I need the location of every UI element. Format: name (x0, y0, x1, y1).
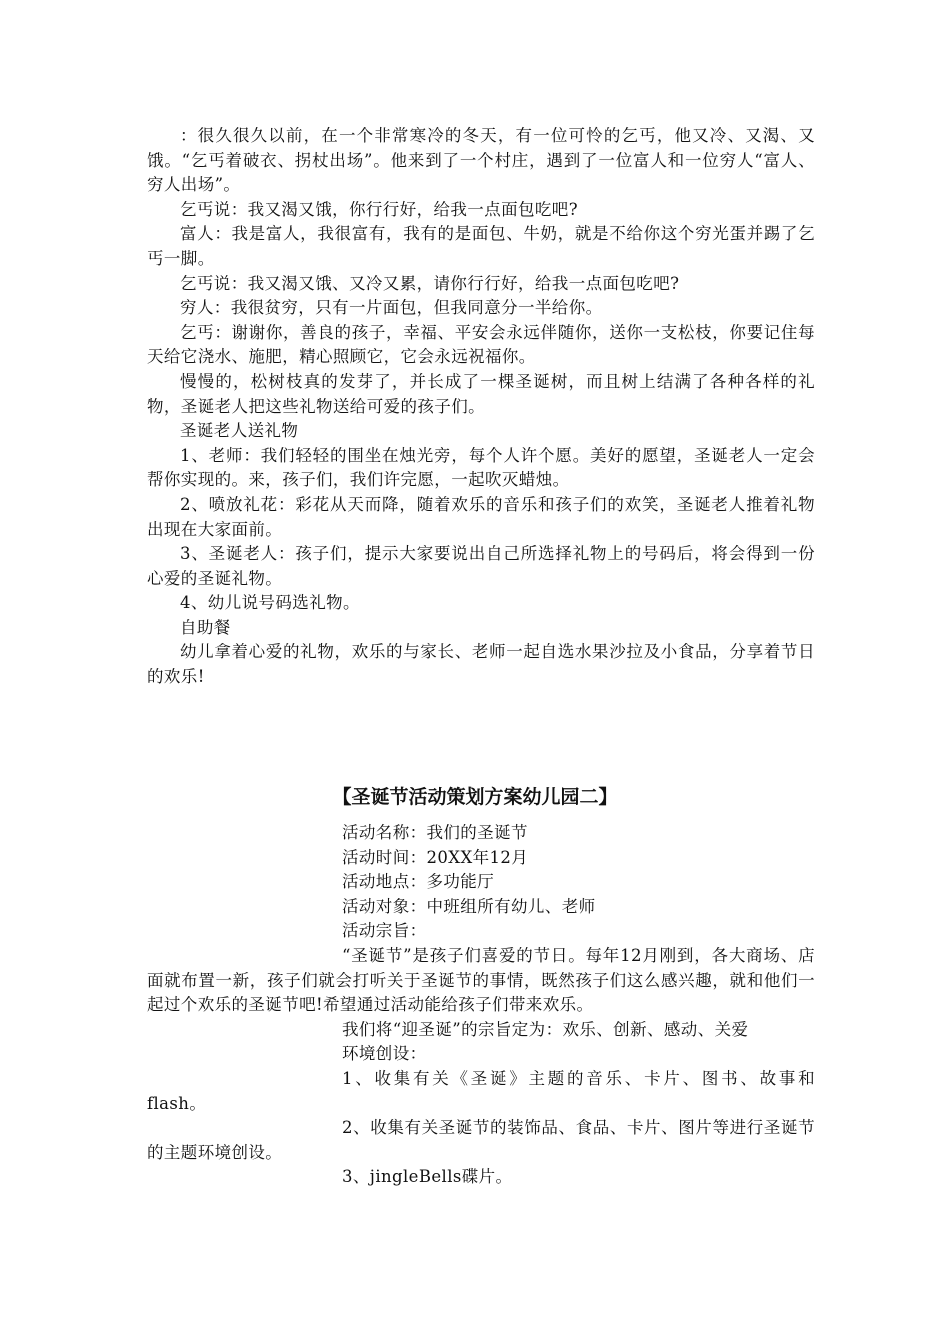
story-paragraph: 慢慢的，松树枝真的发芽了，并长成了一棵圣诞树，而且树上结满了各种各样的礼物，圣诞老人把这些礼物送给可爱的孩子们。 (147, 371, 815, 416)
story-paragraph: 幼儿拿着心爱的礼物，欢乐的与家长、老师一起自选水果沙拉及小食品，分享着节日的欢乐! (147, 642, 815, 687)
list-item: 1、收集有关《圣诞》主题的音乐、卡片、图书、故事和flash。 (147, 1068, 815, 1113)
plan-field: 活动地点：多功能厅 (342, 872, 495, 892)
story-section (147, 124, 815, 690)
plan-paragraph: “圣诞节”是孩子们喜爱的节日。每年12月刚到，各大商场、店面就布置一新，孩子们就会打听关于圣诞节的事情，既然孩子们这么感兴趣，就和他们一起过个欢乐的圣诞节吧!希望通过活动能给孩子们带来欢乐。 (147, 945, 815, 1015)
plan-field: 活动名称：我们的圣诞节 (342, 823, 528, 842)
story-paragraph: 乞丐说：我又渴又饿、又冷又累，请你行行好，给我一点面包吃吧? (180, 273, 680, 293)
story-paragraph: 乞丐说：我又渴又饿，你行行好，给我一点面包吃吧? (180, 199, 578, 219)
section-heading: 圣诞老人送礼物 (180, 421, 299, 441)
story-paragraph: 乞丐：谢谢你，善良的孩子，幸福、平安会永远伴随你，送你一支松枝，你要记住每天给它浇水、施肥，精心照顾它，它会永远祝福你。 (147, 322, 815, 367)
plan-paragraph: 我们将“迎圣诞”的宗旨定为：欢乐、创新、感动、关爱 (342, 1019, 749, 1039)
plan-field: 活动时间：20XX年12月 (342, 847, 529, 867)
section-heading: 自助餐 (180, 617, 231, 637)
plan-field: 活动对象：中班组所有幼儿、老师 (342, 896, 596, 916)
list-item: 2、喷放礼花：彩花从天而降，随着欢乐的音乐和孩子们的欢笑，圣诞老人推着礼物出现在大家面前。 (147, 494, 815, 539)
list-item: 1、老师：我们轻轻的围坐在烛光旁，每个人许个愿。美好的愿望，圣诞老人一定会帮你实现的。来，孩子们，我们许完愿，一起吹灭蜡烛。 (147, 445, 815, 490)
document-title: 【圣诞节活动策划方案幼儿园二】 (332, 786, 618, 808)
list-item: 4、幼儿说号码选礼物。 (180, 593, 360, 613)
story-paragraph: 穷人：我很贫穷，只有一片面包，但我同意分一半给你。 (180, 298, 603, 318)
list-item: 3、圣诞老人：孩子们，提示大家要说出自己所选择礼物上的号码后，将会得到一份心爱的圣诞礼物。 (147, 544, 815, 588)
plan-section (147, 821, 815, 1190)
plan-field: 活动宗旨： (342, 921, 427, 941)
story-paragraph: ：很久很久以前，在一个非常寒冷的冬天，有一位可怜的乞丐，他又冷、又渴、又饿。“乞丐着破衣、拐杖出场”。他来到了一个村庄，遇到了一位富人和一位穷人“富人、穷人出场”。 (147, 126, 815, 195)
story-paragraph: 富人：我是富人，我很富有，我有的是面包、牛奶，就是不给你这个穷光蛋并踢了乞丐一脚。 (147, 224, 815, 268)
list-item: 3、jingleBells碟片。 (342, 1167, 513, 1187)
plan-field: 环境创设： (342, 1044, 427, 1064)
list-item: 2、收集有关圣诞节的装饰品、食品、卡片、图片等进行圣诞节的主题环境创设。 (147, 1118, 815, 1162)
